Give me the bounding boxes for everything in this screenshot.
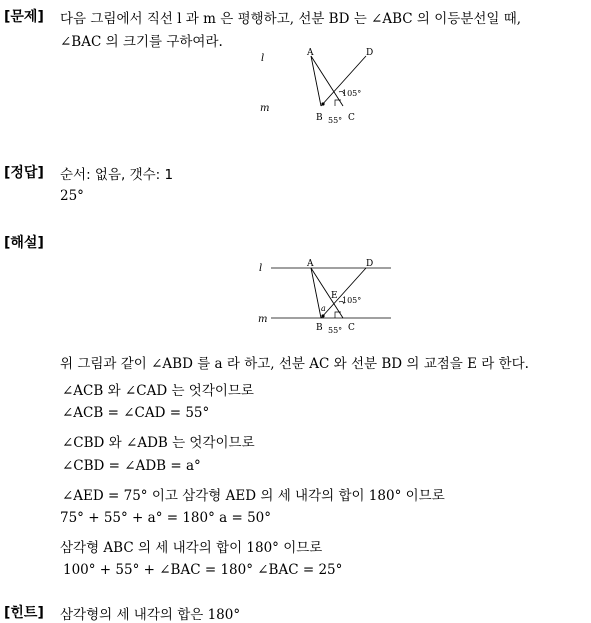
fig2-label-l: l <box>259 263 263 274</box>
problem-text-line1: 다음 그림에서 직선 l 과 m 은 평행하고, 선분 BD 는 ∠ABC 의 이등분선일 때, <box>60 11 522 27</box>
hint-tag: [힌트] <box>4 605 44 621</box>
explanation-line-8: 삼각형 ABC 의 세 내각의 합이 180° 이므로 <box>60 540 323 556</box>
explanation-line-6: ∠AED = 75° 이고 삼각형 AED 의 세 내각의 합이 180° 이므로 <box>62 488 445 504</box>
explanation-line-5: ∠CBD = ∠ADB = a° <box>62 458 201 474</box>
explanation-line-9: 100° + 55° + ∠BAC = 180° ∠BAC = 25° <box>63 562 343 578</box>
explanation-line-1: 위 그림과 같이 ∠ABD 를 a 라 하고, 선분 AC 와 선분 BD 의 교점을 E 라 한다. <box>60 356 529 372</box>
fig2-label-E: E <box>331 291 338 301</box>
figure-explanation <box>255 256 395 336</box>
answer-value: 25° <box>60 188 84 204</box>
fig1-label-A: A <box>307 48 314 58</box>
fig1-label-B: B <box>316 113 323 123</box>
fig1-label-C: C <box>348 113 355 123</box>
fig2-angle-105: 105° <box>342 296 362 305</box>
answer-tag: [정답] <box>4 165 44 181</box>
problem-tag: [문제] <box>4 9 44 25</box>
answer-meta: 순서: 없음, 갯수: 1 <box>60 167 174 183</box>
problem-text-line2: ∠BAC 의 크기를 구하여라. <box>60 34 223 50</box>
figure-problem <box>255 44 385 124</box>
explanation-tag: [해설] <box>4 235 44 251</box>
fig1-label-l: l <box>261 53 265 64</box>
hint-text: 삼각형의 세 내각의 합은 180° <box>60 607 241 623</box>
explanation-line-4: ∠CBD 와 ∠ADB 는 엇각이므로 <box>62 435 255 451</box>
fig1-angle-105: 105° <box>342 89 362 98</box>
fig2-label-B: B <box>316 323 323 333</box>
explanation-line-7: 75° + 55° + a° = 180° a = 50° <box>60 510 272 526</box>
fig2-label-C: C <box>348 323 355 333</box>
explanation-line-2: ∠ACB 와 ∠CAD 는 엇각이므로 <box>62 383 254 399</box>
fig2-label-D: D <box>366 259 374 269</box>
fig2-label-m: m <box>258 314 268 325</box>
fig1-label-m: m <box>260 103 270 114</box>
fig1-label-D: D <box>366 48 374 58</box>
fig2-angle-55: 55° <box>328 326 343 335</box>
fig2-label-A: A <box>307 259 314 269</box>
fig1-angle-55: 55° <box>328 116 343 125</box>
fig2-label-a: a <box>321 304 326 313</box>
explanation-line-3: ∠ACB = ∠CAD = 55° <box>62 405 210 421</box>
